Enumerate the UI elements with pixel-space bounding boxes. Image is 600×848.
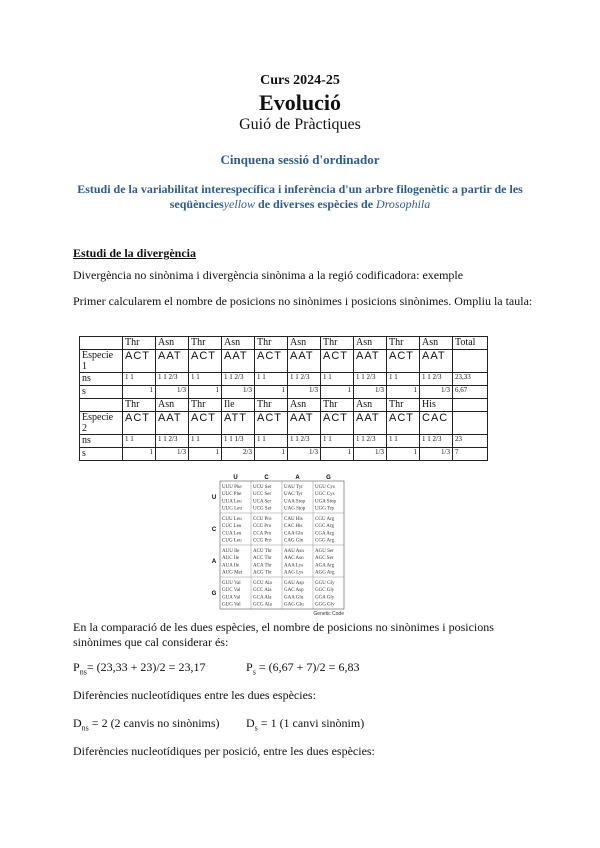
intro-paragraph-2: Primer calcularem el nombre de posicions no sinònimes i posicions sinònimes. Ompliu la taula: [73, 294, 533, 308]
ns-cell: 1 1 [255, 373, 288, 386]
ns-cell: 1 1 [387, 373, 420, 386]
s-total: 6,67 [453, 386, 488, 399]
gc-row-header: C [211, 527, 217, 533]
codon-cell: ACT [321, 350, 354, 373]
gc-codon: CAU His [284, 517, 303, 522]
codon-row [80, 350, 488, 373]
gc-codon: UUU Phe [222, 485, 242, 490]
s-cell: 1/3 [222, 386, 255, 399]
gc-codon: CAG Gln [284, 538, 304, 544]
s-cell: 1 [255, 386, 288, 399]
study-gene: yellow [223, 197, 256, 211]
gc-codon: UAA Stop [284, 499, 305, 505]
codon-cell: ACT [255, 350, 288, 373]
aa-cell: Asn [420, 337, 453, 350]
gc-codon: UAC Tyr [284, 492, 303, 498]
ns-cell: 1 1 2/3 [288, 435, 321, 448]
s-cell: 2/3 [222, 448, 255, 461]
gc-codon: UGC Cys [315, 492, 335, 498]
s-cell: 1 [189, 448, 222, 461]
gc-col-header: C [264, 475, 269, 481]
s-cell: 1/3 [420, 448, 453, 461]
s-cell: 1/3 [288, 448, 321, 461]
s-cell: 1/3 [420, 386, 453, 399]
ps-label: P [246, 660, 253, 674]
gc-codon: AUU Ile [222, 549, 240, 554]
aa-cell: Asn [354, 399, 387, 412]
aa-cell: Thr [123, 399, 156, 412]
dns-subscript: ns [81, 723, 89, 733]
aa-cell: Asn [156, 399, 189, 412]
codon-cell: AAT [354, 412, 387, 435]
gc-codon: CGG Arg [315, 538, 335, 544]
s-cell: 1/3 [354, 448, 387, 461]
gc-codon: UAG Stop [284, 506, 306, 512]
gc-codon: CCA Pro [253, 531, 272, 537]
codon-cell: AAT [420, 350, 453, 373]
s-cell: 1 [387, 386, 420, 399]
gc-codon: UCG Ser [253, 506, 272, 512]
gc-codon: CGA Arg [315, 531, 334, 537]
ns-cell: 1 1 2/3 [354, 435, 387, 448]
pns-expression: = (23,33 + 23)/2 = 23,17 [86, 660, 206, 674]
pns-subscript: ns [79, 667, 87, 677]
ps-subscript: s [252, 667, 256, 677]
aa-cell: Asn [222, 337, 255, 350]
codon-cell: AAT [354, 350, 387, 373]
ns-cell: 1 1 1/3 [222, 435, 255, 448]
ns-cell: 1 1 [123, 435, 156, 448]
codon-cell: ACT [123, 350, 156, 373]
gc-row-header: A [211, 559, 217, 565]
gc-codon: GAU Asp [284, 581, 304, 586]
codon-cell: ATT [222, 412, 255, 435]
study-genus: Drosophila [376, 197, 431, 211]
dns-expression: = 2 (2 canvis no sinònims) [91, 716, 220, 730]
gc-codon: AAA Lys [284, 563, 304, 569]
gc-codon: GCA Ala [253, 595, 272, 601]
ns-cell: 1 1 [189, 435, 222, 448]
aa-cell: Thr [387, 399, 420, 412]
codon-cell: AAT [156, 412, 189, 435]
aa-cell: Thr [321, 399, 354, 412]
aa-cell: Thr [255, 399, 288, 412]
gc-codon: ACC Thr [253, 556, 272, 562]
dns-label: D [73, 716, 82, 730]
gc-codon: UUC Phe [222, 492, 242, 498]
differences-paragraph: Diferències nucleotídiques entre les dues espècies: [73, 688, 316, 702]
aa-cell: Asn [288, 337, 321, 350]
gc-codon: CCC Pro [253, 524, 272, 530]
gc-codon: CGU Arg [315, 517, 335, 522]
ns-cell: 1 1 [123, 373, 156, 386]
s-cell: 1 [321, 386, 354, 399]
gc-codon: GUA Val [222, 595, 241, 601]
codon-cell: ACT [189, 350, 222, 373]
gc-codon: CAA Gln [284, 531, 304, 537]
gc-codon: UGG Trp [315, 506, 335, 512]
ns-cell: 1 1 [255, 435, 288, 448]
gc-codon: AGG Arg [315, 570, 335, 576]
subject-title: Evolució [259, 90, 341, 115]
comparison-paragraph: En la comparació de les dues espècies, el nombre de posicions no sinònimes i posicions sinònimes que cal considerar és: [73, 620, 494, 649]
codon-cell: ACT [123, 412, 156, 435]
aa-cell: Asn [156, 337, 189, 350]
gc-codon: CUC Leu [222, 524, 242, 530]
gc-codon: GUC Val [222, 588, 241, 594]
gc-codon: CUA Leu [222, 531, 242, 537]
ns-cell: 1 1 [189, 373, 222, 386]
codon-cell: AAT [288, 412, 321, 435]
per-position-paragraph: Diferències nucleotídiques per posició, entre les dues espècies: [73, 744, 375, 758]
pns-label: P [73, 660, 80, 674]
aa-cell: Thr [189, 337, 222, 350]
gc-codon: UCA Ser [253, 499, 272, 505]
gc-codon: AUG Met [222, 570, 243, 576]
s-cell: 1 [321, 448, 354, 461]
gc-codon: GUU Val [222, 581, 241, 586]
aa-cell: Thr [123, 337, 156, 350]
genetic-code-figure [208, 472, 346, 617]
s-cell: 1 [255, 448, 288, 461]
codon-cell: ACT [189, 412, 222, 435]
species-label: Especie 1 [80, 350, 123, 373]
gc-codon: GAG Glu [284, 602, 304, 608]
ns-cell: 1 1 2/3 [156, 435, 189, 448]
ds-subscript: s [254, 723, 258, 733]
s-cell: 1/3 [156, 386, 189, 399]
s-cell: 1 [123, 386, 156, 399]
guide-title: Guió de Pràctiques [239, 116, 361, 133]
ns-cell: 1 1 2/3 [156, 373, 189, 386]
gc-codon: GCC Ala [253, 588, 272, 594]
s-cell: 1 [189, 386, 222, 399]
codon-row [80, 412, 488, 435]
empty-cell [80, 399, 123, 412]
s-label: s [80, 448, 123, 461]
gc-col-header: U [233, 475, 238, 481]
gc-codon: CGC Arg [315, 524, 334, 530]
gc-col-header: G [326, 475, 331, 481]
gc-row-header: U [211, 495, 217, 501]
gc-codon: AAU Asn [284, 549, 304, 554]
ps-formula [246, 660, 526, 679]
gc-codon: GGC Gly [315, 588, 335, 594]
aa-row [80, 337, 488, 350]
gc-codon: GGG Gly [315, 602, 335, 608]
empty-cell [453, 412, 488, 435]
intro-paragraph-1: Divergència no sinònima i divergència sinònima a la regió codificadora: exemple [73, 268, 464, 282]
gc-codon: GAC Asp [284, 588, 304, 594]
gc-codon: GAA Glu [284, 595, 304, 601]
aa-cell: Thr [321, 337, 354, 350]
gc-codon: ACU Thr [253, 549, 272, 554]
gc-codon: AGA Arg [315, 563, 335, 569]
aa-cell: Thr [255, 337, 288, 350]
gc-codon: UUG Leu [222, 506, 242, 512]
genetic-code-table [208, 472, 346, 617]
gc-codon: UCC Ser [253, 492, 272, 498]
s-cell: 1/3 [288, 386, 321, 399]
gc-codon: UGA Stop [315, 499, 336, 505]
ds-label: D [246, 716, 255, 730]
s-label: s [80, 386, 123, 399]
ns-cell: 1 1 2/3 [420, 373, 453, 386]
ns-label: ns [80, 435, 123, 448]
study-title-part2: de diverses espècies de [258, 197, 374, 211]
ns-total: 23,33 [453, 373, 488, 386]
codon-cell: CAC [420, 412, 453, 435]
gc-codon: ACA Thr [253, 563, 272, 569]
aa-cell: Ile [222, 399, 255, 412]
aa-cell: Thr [387, 337, 420, 350]
codon-cell: ACT [387, 350, 420, 373]
section-heading: Estudi de la divergència [73, 246, 197, 260]
ns-cell: 1 1 2/3 [222, 373, 255, 386]
ns-label: ns [80, 373, 123, 386]
study-title-part1: Estudi de la variabilitat interespecífica i inferència d'un arbre filogenètic a partir de les seqüències [77, 182, 523, 211]
gc-codon: AAC Asn [284, 556, 304, 562]
gc-codon: GGA Gly [315, 595, 335, 601]
gc-codon: AGU Ser [315, 549, 334, 554]
s-row [80, 448, 488, 461]
gc-codon: CUU Leu [222, 517, 242, 522]
aa-cell: His [420, 399, 453, 412]
s-cell: 1/3 [156, 448, 189, 461]
aa-cell: Asn [354, 337, 387, 350]
ns-cell: 1 1 [387, 435, 420, 448]
divergence-table [79, 336, 488, 461]
gc-codon: GGU Gly [315, 581, 335, 586]
aa-row [80, 399, 488, 412]
aa-cell: Asn [288, 399, 321, 412]
gc-codon: CAC His [284, 524, 303, 530]
ns-cell: 1 1 2/3 [354, 373, 387, 386]
gc-codon: CCU Pro [253, 517, 272, 522]
gc-codon: CCG Pro [253, 538, 272, 544]
codon-cell: ACT [321, 412, 354, 435]
gc-codon: ACG Thr [253, 570, 272, 576]
s-row [80, 386, 488, 399]
ns-cell: 1 1 2/3 [288, 373, 321, 386]
gc-codon: UUA Leu [222, 499, 242, 505]
s-cell: 1 [387, 448, 420, 461]
ds-expression: = 1 (1 canvi sinònim) [260, 716, 365, 730]
codon-cell: AAT [156, 350, 189, 373]
gc-codon: GCU Ala [253, 581, 272, 586]
gc-codon: UGU Cys [315, 485, 335, 490]
ns-cell: 1 1 2/3 [420, 435, 453, 448]
ns-row [80, 435, 488, 448]
gc-caption: Genetic Code [313, 611, 344, 617]
gc-codon: AUA Ile [222, 563, 240, 569]
s-cell: 1/3 [354, 386, 387, 399]
gc-codon: AAG Lys [284, 570, 304, 576]
gc-col-header: A [295, 475, 300, 481]
empty-cell [80, 337, 123, 350]
gc-codon: UCU Ser [253, 485, 272, 490]
codon-cell: ACT [255, 412, 288, 435]
species-label: Especie 2 [80, 412, 123, 435]
gc-row-header: G [211, 591, 217, 597]
codon-cell: ACT [387, 412, 420, 435]
ns-row [80, 373, 488, 386]
empty-cell [453, 399, 488, 412]
codon-cell: AAT [288, 350, 321, 373]
gc-codon: CUG Leu [222, 538, 242, 544]
ds-formula [246, 716, 526, 735]
aa-cell: Thr [189, 399, 222, 412]
s-total: 7 [453, 448, 488, 461]
empty-cell [453, 350, 488, 373]
gc-codon: GCG Ala [253, 602, 272, 608]
gc-codon: UAU Tyr [284, 485, 303, 490]
gc-codon: AGC Ser [315, 556, 334, 562]
codon-cell: AAT [222, 350, 255, 373]
s-cell: 1 [123, 448, 156, 461]
total-header: Total [453, 337, 488, 350]
course-year: Curs 2024-25 [260, 73, 340, 88]
gc-codon: GUG Val [222, 602, 241, 608]
ns-cell: 1 1 [321, 435, 354, 448]
session-title: Cinquena sessió d'ordinador [220, 152, 380, 167]
gc-codon: AUC Ile [222, 556, 240, 562]
ns-cell: 1 1 [321, 373, 354, 386]
ps-expression: = (6,67 + 7)/2 = 6,83 [258, 660, 360, 674]
ns-total: 23 [453, 435, 488, 448]
study-title [70, 182, 530, 212]
